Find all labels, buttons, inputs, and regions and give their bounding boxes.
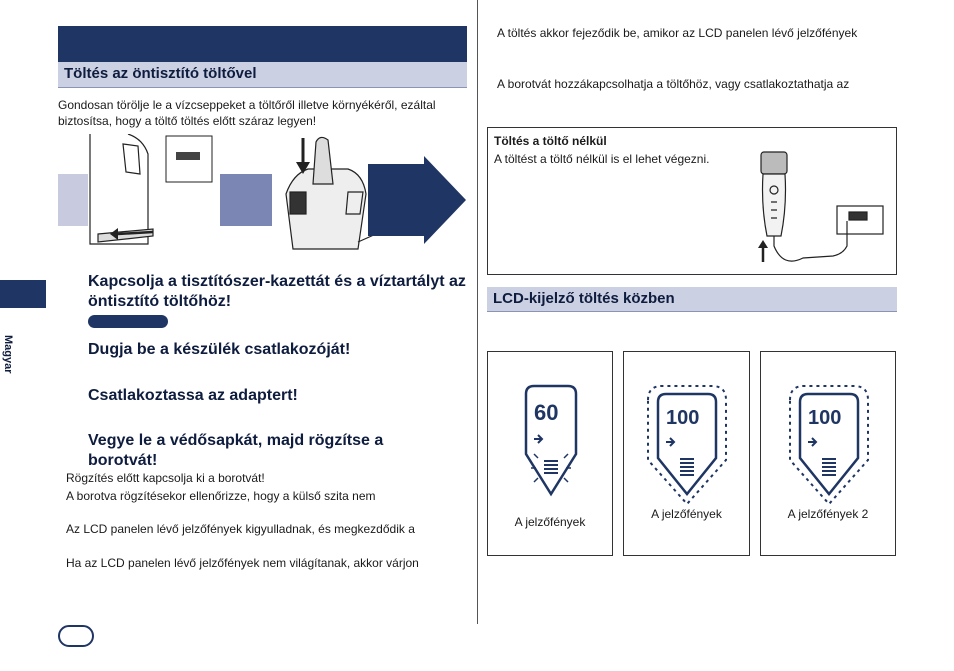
column-divider <box>477 0 478 624</box>
lcd-caption-2: A jelzőfények <box>651 507 722 521</box>
info-box-text: A töltést a töltő nélkül is el lehet végezni. <box>494 152 710 166</box>
lcd-readout-3: 100 <box>808 407 842 429</box>
shaver-adapter-illustration <box>743 146 893 274</box>
note-1: Rögzítés előtt kapcsolja ki a borotvát! <box>66 471 265 485</box>
step-1: Kapcsolja a tisztítószer-kazettát és a víztartályt az öntisztító töltőhöz! <box>88 273 466 310</box>
step-marker-1 <box>58 174 88 226</box>
step-4: Vegye le a védősapkát, majd rögzítse a borotvát! <box>88 432 384 469</box>
right-line-1: A töltés akkor fejeződik be, amikor az LCD panelen lévő jelzőfények <box>497 26 858 40</box>
page-number-oval <box>58 625 94 647</box>
illustration-row <box>58 134 468 256</box>
lcd-panel-3 <box>760 351 896 556</box>
language-tab <box>0 280 46 308</box>
lcd-display-2 <box>642 382 732 506</box>
lcd-panel-1 <box>487 351 613 556</box>
lcd-readout-1: 60 <box>534 400 559 425</box>
info-box-no-charger <box>487 127 897 275</box>
note-2: A borotva rögzítésekor ellenőrizze, hogy a külső szita nem <box>66 489 376 503</box>
lcd-readout-2: 100 <box>666 407 700 429</box>
charger-with-shaver <box>286 137 376 249</box>
header-bar <box>58 26 467 62</box>
language-label: Magyar <box>2 335 14 374</box>
lcd-caption-3: A jelzőfények 2 <box>787 507 869 521</box>
lcd-display-1 <box>516 384 586 504</box>
lcd-display-3 <box>784 382 874 506</box>
info-box-title: Töltés a töltő nélkül <box>494 134 607 148</box>
note-3: Az LCD panelen lévő jelzőfények kigyulladnak, és megkezdődik a <box>66 522 415 536</box>
charger-side-view <box>90 134 153 244</box>
note-4: Ha az LCD panelen lévő jelzőfények nem világítanak, akkor várjon <box>66 556 419 570</box>
next-arrow <box>368 156 466 244</box>
step-1-badge <box>88 315 168 328</box>
step-2: Dugja be a készülék csatlakozóját! <box>88 341 351 358</box>
section-title-charging: Töltés az öntisztító töltővel <box>58 62 467 88</box>
lcd-panel-2 <box>623 351 750 556</box>
intro-text: Gondosan törölje le a vízcseppeket a töltőről illetve környékéről, ezáltal biztosítsa, hogy a töltő töltés előtt száraz legyen! <box>58 98 436 128</box>
step-3: Csatlakoztassa az adaptert! <box>88 387 298 404</box>
section-title-lcd: LCD-kijelző töltés közben <box>487 287 897 312</box>
right-line-2: A borotvát hozzákapcsolhatja a töltőhöz, vagy csatlakoztathatja az <box>497 77 850 91</box>
step-marker-2 <box>220 174 272 226</box>
lcd-caption-1: A jelzőfények <box>514 515 586 529</box>
charger-illustration <box>58 134 468 256</box>
